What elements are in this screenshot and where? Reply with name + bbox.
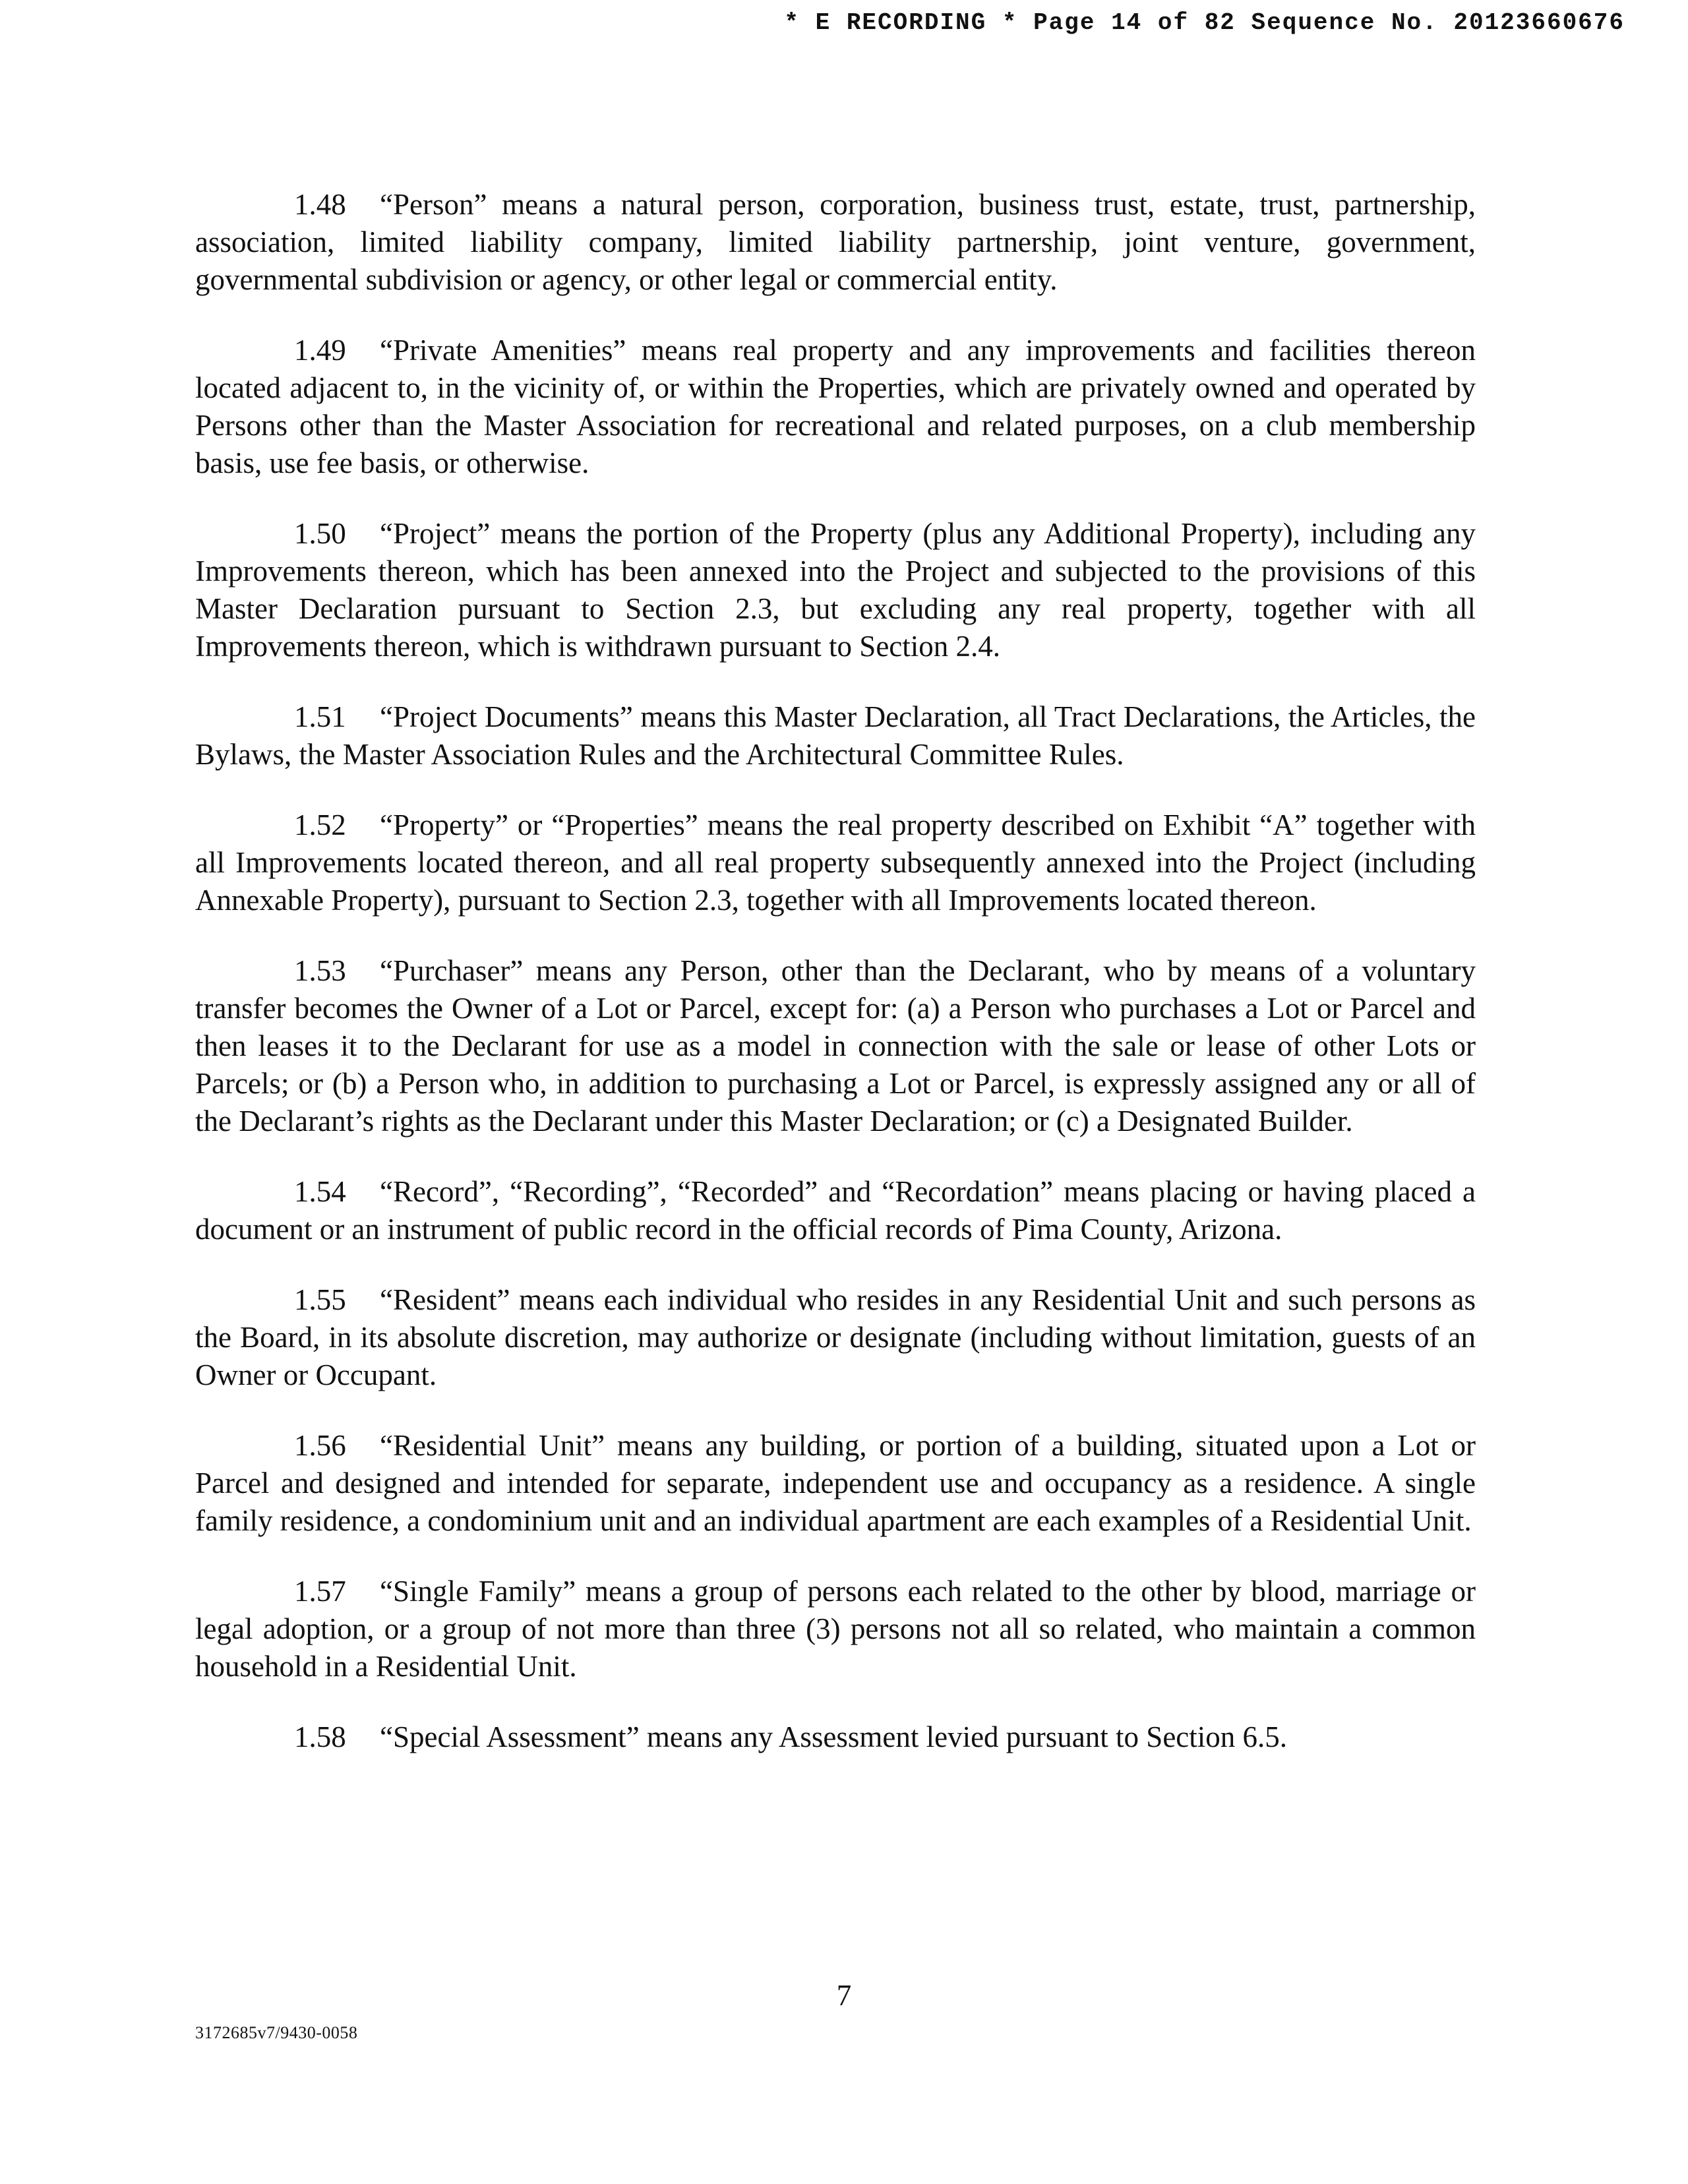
page-number: 7 (836, 1979, 852, 2012)
definition-text: “Person” means a natural person, corporation, business trust, estate, trust, partnership, association, limited liability company, limited liability partnership, joint venture, government, governmental subdivision or agency, or other legal or commercial entity. (195, 188, 1476, 296)
definition-1-49 (195, 332, 1476, 482)
document-id-footer: 3172685v7/9430-0058 (195, 2023, 358, 2042)
definition-1-51 (195, 698, 1476, 774)
section-number: 1.53 (294, 954, 346, 987)
section-number: 1.51 (294, 700, 346, 733)
definition-1-55 (195, 1281, 1476, 1394)
definition-text: “Purchaser” means any Person, other than the Declarant, who by means of a voluntary transfer becomes the Owner of a Lot or Parcel, except for: (a) a Person who purchases a Lot or Parcel and then leases it to the Declarant for use as a model in connection with the sale or lease of other Lots or Parcels; or (b) a Person who, in addition to purchasing a Lot or Parcel, is expressly assigned any or all of the Declarant’s rights as the Declarant under this Master Declaration; or (c) a Designated Builder. (195, 954, 1476, 1138)
document-body (195, 186, 1476, 1789)
section-number: 1.52 (294, 808, 346, 841)
section-number: 1.58 (294, 1720, 346, 1753)
definition-text: “Record”, “Recording”, “Recorded” and “Recordation” means placing or having placed a document or an instrument of public record in the official records of Pima County, Arizona. (195, 1175, 1476, 1246)
section-number: 1.48 (294, 188, 346, 221)
section-number: 1.50 (294, 517, 346, 550)
definition-text: “Private Amenities” means real property and any improvements and facilities thereon located adjacent to, in the vicinity of, or within the Properties, which are privately owned and operated by Persons other than the Master Association for recreational and related purposes, on a club membership basis, use fee basis, or otherwise. (195, 334, 1476, 479)
section-number: 1.57 (294, 1575, 346, 1608)
definition-1-52 (195, 806, 1476, 919)
definition-1-50 (195, 515, 1476, 665)
definition-text: “Project” means the portion of the Property (plus any Additional Property), including any Improvements thereon, which has been annexed into the Project and subjected to the provisions of this Master Declaration pursuant to Section 2.3, but excluding any real property, together with all Improvements thereon, which is withdrawn pursuant to Section 2.4. (195, 517, 1476, 663)
definition-1-53 (195, 952, 1476, 1140)
section-number: 1.54 (294, 1175, 346, 1208)
section-number: 1.49 (294, 334, 346, 367)
definition-1-54 (195, 1173, 1476, 1248)
definition-1-56 (195, 1427, 1476, 1540)
definition-1-58 (195, 1718, 1476, 1756)
recording-header: * E RECORDING * Page 14 of 82 Sequence No. 20123660676 (784, 9, 1625, 36)
section-number: 1.55 (294, 1283, 346, 1316)
definition-text: “Single Family” means a group of persons each related to the other by blood, marriage or legal adoption, or a group of not more than three (3) persons not all so related, who maintain a common household in a Residential Unit. (195, 1575, 1476, 1683)
section-number: 1.56 (294, 1429, 346, 1462)
definition-text: “Project Documents” means this Master Declaration, all Tract Declarations, the Articles, the Bylaws, the Master Association Rules and the Architectural Committee Rules. (195, 700, 1476, 771)
definition-text: “Resident” means each individual who resides in any Residential Unit and such persons as the Board, in its absolute discretion, may authorize or designate (including without limitation, guests of an Owner or Occupant. (195, 1283, 1476, 1391)
definition-1-57 (195, 1573, 1476, 1685)
definition-text: “Residential Unit” means any building, or portion of a building, situated upon a Lot or Parcel and designed and intended for separate, independent use and occupancy as a residence. A single family residence, a condominium unit and an individual apartment are each examples of a Residential Unit. (195, 1429, 1476, 1537)
definition-text: “Property” or “Properties” means the real property described on Exhibit “A” together with all Improvements located thereon, and all real property subsequently annexed into the Project (including Annexable Property), pursuant to Section 2.3, together with all Improvements located thereon. (195, 808, 1476, 917)
definition-1-48 (195, 186, 1476, 299)
definition-text: “Special Assessment” means any Assessment levied pursuant to Section 6.5. (380, 1720, 1288, 1753)
